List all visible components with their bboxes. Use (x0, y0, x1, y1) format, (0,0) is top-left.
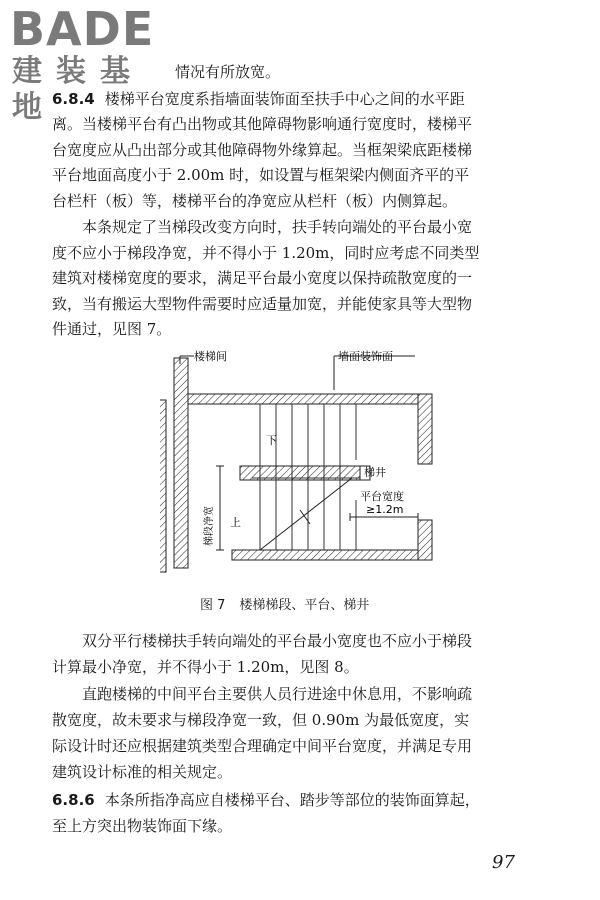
p2-line-0: 本条规定了当梯段改变方向时，扶手转向端处的平台最小宽 (82, 218, 473, 236)
label-up: 上 (230, 516, 241, 529)
p1-line-4: 台栏杆（板）等，楼梯平台的净宽应从栏杆（板）内侧算起。 (52, 192, 458, 210)
section-number: 6.8.6 (52, 791, 95, 809)
p1-line-2: 台宽度应从凸出部分或其他障碍物外缘算起。当框架梁底距楼梯 (52, 141, 473, 159)
p1-line-3: 平台地面高度小于 2.00m 时，如设置与框架梁内侧面齐平的平 (52, 166, 470, 184)
top-fragment: 情况有所放宽。 (175, 63, 281, 81)
page-number: 97 (492, 852, 515, 873)
right-wall (418, 394, 432, 560)
section-number: 6.8.4 (52, 90, 95, 108)
dimensions (180, 356, 418, 550)
p1-line-1: 离。当楼梯平台有凸出物或其他障碍物影响通行宽度时，楼梯平 (52, 115, 473, 133)
stair-figure (160, 350, 450, 590)
p3-line-0: 双分平行楼梯扶手转向端处的平台最小宽度也不应小于梯段 (82, 632, 473, 650)
logo-english: BADE (10, 2, 155, 56)
p5-line-0: 6.8.6 本条所指净高应自楼梯平台、踏步等部位的装饰面算起， (52, 791, 480, 809)
logo-chinese: 建装基地 (12, 54, 144, 125)
p1-line-0: 6.8.4 楼梯平台宽度系指墙面装饰面至扶手中心之间的水平距 (52, 90, 465, 108)
p2-line-2: 建筑对楼梯宽度的要求，满足平台最小宽度以保持疏散宽度的一 (52, 269, 473, 287)
p3-line-1: 计算最小净宽，并不得小于 1.20m，见图 8。 (52, 658, 359, 676)
p4-line-1: 散宽度，故未要求与梯段净宽一致，但 0.90m 为最低宽度，实 (52, 711, 470, 729)
figure-title: 楼梯梯段、平台、梯井 (239, 598, 370, 613)
stair-well (240, 466, 370, 480)
label-platform-width: 平台宽度 (360, 490, 404, 503)
top-wall (188, 394, 418, 404)
label-flight-width: 梯段净宽 (204, 506, 215, 546)
label-down: 下 (266, 434, 277, 447)
p5-line-1: 至上方突出物装饰面下缘。 (52, 817, 233, 835)
label-well: 梯井 (364, 466, 386, 479)
bottom-wall (232, 550, 418, 560)
label-min-width: ≥1.2m (366, 503, 404, 516)
p4-line-2: 际设计时还应根据建筑类型合理确定中间平台宽度，并满足专用 (52, 737, 473, 755)
figure-caption (200, 594, 383, 613)
p2-line-4: 件通过，见图 7。 (52, 320, 172, 338)
p4-line-3: 建筑设计标准的相关规定。 (52, 763, 233, 781)
break-line (260, 478, 352, 550)
figure-number: 图 7 (200, 598, 226, 613)
p2-line-3: 致，当有搬运大型物件需要时应适量加宽，并能使家具等大型物 (52, 295, 473, 313)
p2-line-1: 度不应小于梯段净宽，并不得小于 1.20m，同时应考虑不同类型 (52, 244, 480, 262)
p4-line-0: 直跑楼梯的中间平台主要供人员行进途中休息用，不影响疏 (82, 685, 473, 703)
label-wall-finish: 墙面装饰面 (338, 350, 393, 363)
left-wall (160, 358, 188, 572)
label-stairwell: 楼梯间 (194, 350, 227, 363)
